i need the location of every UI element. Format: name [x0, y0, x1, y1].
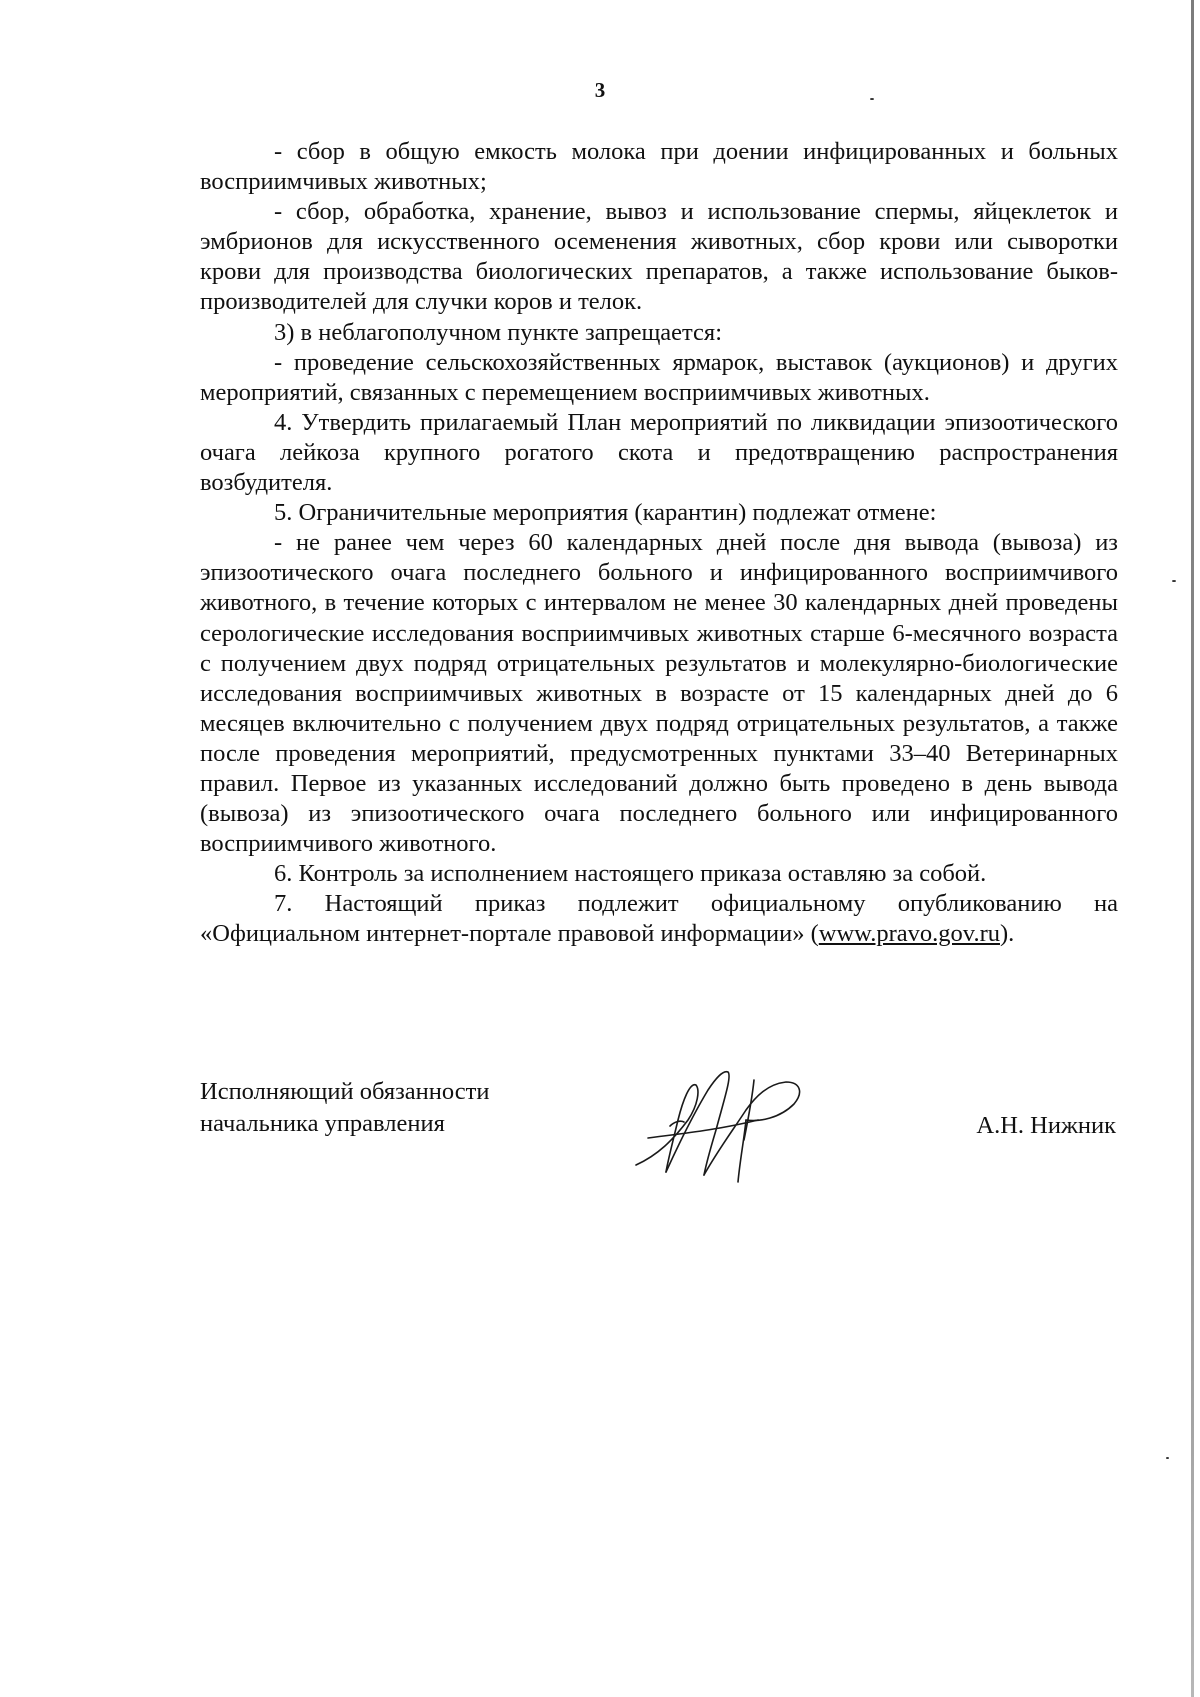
pravo-link[interactable]: www.pravo.gov.ru	[818, 920, 1000, 948]
paragraph-sperm-collection: - сбор, обработка, хранение, вывоз и использование спермы, яйцеклеток и эмбрионов для искусственного осеменения животных, сбор крови или сыворотки крови для производства биологических препаратов, а также использование быков-производителей для случки коров и телок.	[200, 198, 1118, 316]
signer-position	[200, 1076, 489, 1140]
page-number: 3	[594, 78, 606, 102]
item-7-text: 7. Настоящий приказ подлежит официальному опубликованию на «Официальном интернет-портале правовой информации» (	[200, 890, 1118, 948]
scan-edge	[1191, 0, 1194, 1697]
handwritten-signature	[628, 1060, 838, 1190]
paragraph-milk-collection: - сбор в общую емкость молока при доении инфицированных и больных восприимчивых животных;	[200, 138, 1118, 196]
signer-position-line-1: Исполняющий обязанности	[200, 1078, 490, 1105]
scan-speck	[1166, 1457, 1169, 1459]
paragraph-item-6: 6. Контроль за исполнением настоящего приказа оставляю за собой.	[274, 860, 987, 888]
paragraph-fairs-prohibition: - проведение сельскохозяйственных ярмарок, выставок (аукционов) и других мероприятий, связанных с перемещением восприимчивых животных.	[200, 348, 1118, 406]
paragraph-item-7	[200, 889, 1118, 949]
scan-speck	[1172, 580, 1176, 582]
paragraph-quarantine-lift-conditions: - не ранее чем через 60 календарных дней после дня вывода (вывоза) из эпизоотического очага последнего больного и инфицированного восприимчивого животного, в течение которых с интервалом не менее 30 календарных дней проведены серологические исследования восприимчивых животных старше 6-месячного возраста с получением двух подряд отрицательных результатов и молекулярно-биологические исследования восприимчивых животных в возрасте от 15 календарных дней до 6 месяцев включительно с получением двух подряд отрицательных результатов, а также после проведения мероприятий, предусмотренных пунктами 33–40 Ветеринарных правил. Первое из указанных исследований должно быть проведено в день вывода (вывоза) из эпизоотического очага последнего больного или инфицированного восприимчивого животного.	[200, 529, 1118, 858]
signer-name: А.Н. Нижник	[976, 1112, 1116, 1139]
document-body	[200, 137, 1118, 950]
paragraph-item-4: 4. Утвердить прилагаемый План мероприятий по ликвидации эпизоотического очага лейкоза крупного рогатого скота и предотвращению распространения возбудителя.	[200, 408, 1118, 497]
paragraph-item-5: 5. Ограничительные мероприятия (карантин) подлежат отмене:	[274, 499, 937, 527]
item-7-end: ).	[999, 920, 1015, 948]
paragraph-prohibitions-heading: 3) в неблагополучном пункте запрещается:	[274, 318, 723, 346]
signer-position-line-2: начальника управления	[200, 1110, 445, 1137]
